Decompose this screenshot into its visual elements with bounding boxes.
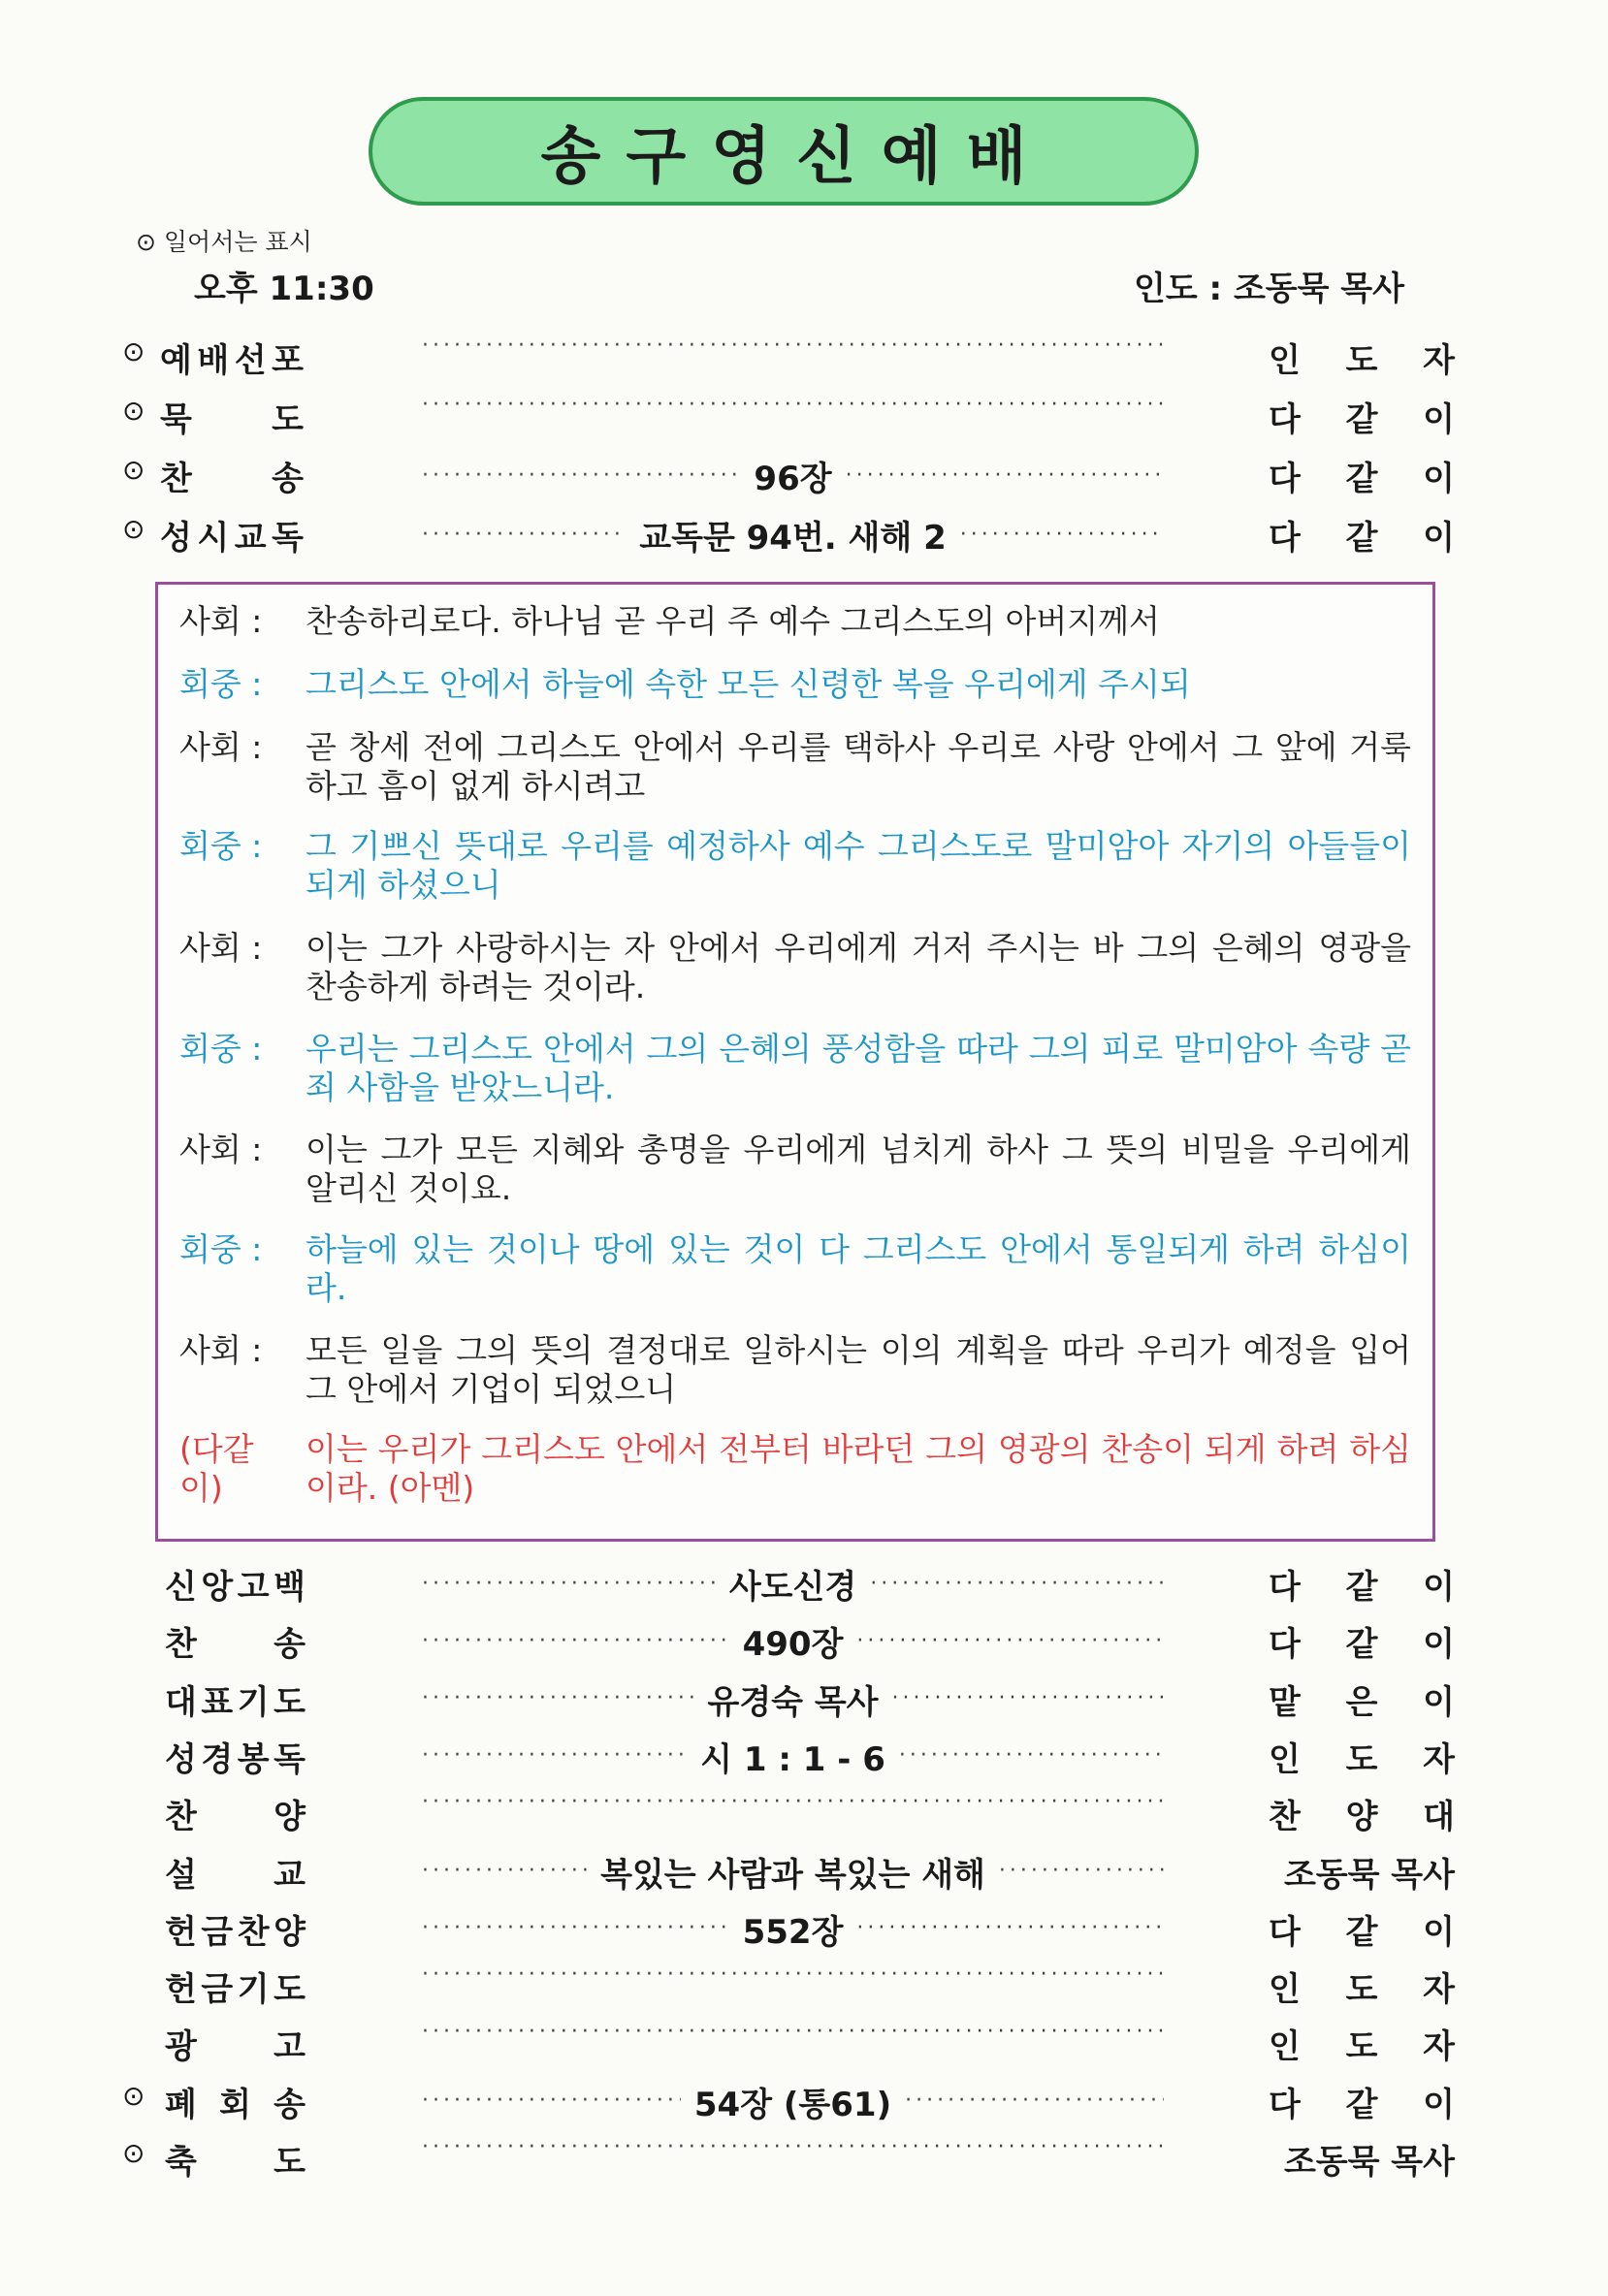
reading-speaker: 사회 : — [179, 728, 263, 766]
dot-leader-fill — [422, 523, 626, 548]
order-item-person — [1269, 1790, 1455, 1837]
reading-text: 그리스도 안에서 하늘에 속한 모든 신령한 복을 우리에게 주시되 — [306, 665, 1191, 703]
order-item-name-char: 신 — [165, 1568, 197, 1607]
dot-leader — [422, 1560, 1164, 1608]
dot-leader-fill — [422, 1686, 693, 1711]
dot-leader-fill — [899, 1743, 1164, 1769]
order-item-person-char: 이 — [1423, 400, 1455, 439]
dot-leader — [422, 1675, 1164, 1723]
standing-mark-icon: ⊙ — [122, 2079, 145, 2112]
order-item-person — [1269, 1733, 1455, 1780]
dot-leader-fill — [422, 334, 1164, 359]
standing-mark-icon: ⊙ — [122, 395, 145, 427]
order-item — [0, 1901, 1608, 1950]
order-item-person — [1269, 334, 1455, 381]
order-item-person-char: 인 — [1269, 2027, 1301, 2067]
dot-leader-fill — [422, 2089, 681, 2114]
order-item-person-char: 이 — [1423, 1912, 1455, 1952]
order-item-name-char: 기 — [237, 1682, 270, 1722]
reading-line — [179, 1030, 1411, 1107]
order-item-person-char: 대 — [1423, 1798, 1455, 1837]
order-item — [0, 2016, 1608, 2067]
order-item-name-char: 고 — [237, 1568, 270, 1607]
order-item — [0, 2074, 1608, 2122]
order-item-name — [160, 393, 304, 440]
order-item-person-char: 같 — [1345, 519, 1378, 558]
order-item-name-char: 기 — [237, 1970, 270, 2010]
order-item — [0, 1556, 1608, 1605]
order-item — [0, 2131, 1608, 2180]
order-item-name-char: 대 — [165, 1682, 197, 1722]
order-item-person — [1269, 1962, 1455, 2010]
reading-speaker: (다같이) — [179, 1430, 254, 1507]
reading-line — [179, 665, 1411, 704]
reading-text: 우리는 그리스도 안에서 그의 은혜의 풍성함을 따라 그의 피로 말미암아 속량 곧 죄 사함을 받았느니라. — [306, 1030, 1411, 1106]
order-item-person: 조동묵 목사 — [1283, 1855, 1455, 1895]
standing-mark-icon: ⊙ — [122, 513, 145, 545]
order-item — [0, 1613, 1608, 1665]
reading-line — [179, 1430, 1411, 1508]
order-item-person-char: 같 — [1345, 2085, 1378, 2124]
order-item-content: 유경숙 목사 — [707, 1682, 879, 1722]
standing-mark-icon: ⊙ — [122, 335, 145, 367]
order-item-name-char: 폐 — [165, 2085, 197, 2124]
order-item-person-char: 자 — [1423, 341, 1455, 380]
order-item-person-char: 양 — [1345, 1798, 1378, 1837]
dot-leader-fill — [999, 1859, 1164, 1884]
order-item-person-char: 인 — [1269, 1970, 1301, 2010]
dot-leader-fill — [856, 1629, 1164, 1654]
dot-leader — [422, 1905, 1164, 1953]
standing-mark-icon: ⊙ — [122, 2137, 145, 2169]
dot-leader-fill — [422, 393, 1164, 418]
reading-line — [179, 827, 1411, 905]
order-item-name — [165, 1848, 306, 1896]
order-item-name-char: 경 — [201, 1739, 234, 1779]
order-item-name — [165, 2020, 306, 2067]
order-item-name-char: 묵 — [160, 400, 192, 439]
order-item-name-char: 백 — [273, 1568, 306, 1607]
order-item-content: 사도신경 — [728, 1568, 857, 1607]
standing-legend: ⊙ 일어서는 표시 — [136, 228, 312, 256]
order-item-person-char: 자 — [1423, 1739, 1455, 1779]
order-item-person — [1269, 393, 1455, 440]
dot-leader — [422, 2078, 1164, 2125]
reading-speaker: 사회 : — [179, 929, 263, 967]
dot-leader-fill — [960, 523, 1164, 548]
order-item-person — [1269, 1560, 1455, 1608]
order-item-name-char: 앙 — [201, 1568, 234, 1607]
order-item-person-char: 같 — [1345, 1625, 1378, 1665]
order-item-name-char: 설 — [165, 1855, 197, 1895]
order-item-name — [165, 1560, 306, 1608]
order-item-person — [1269, 1617, 1455, 1665]
order-item-content: 시 1 : 1 - 6 — [700, 1739, 885, 1779]
order-item-name-char: 독 — [272, 519, 304, 558]
order-item-name — [165, 1962, 306, 2010]
dot-leader — [422, 393, 1164, 418]
reading-text: 이는 그가 사랑하시는 자 안에서 우리에게 거저 주시는 바 그의 은혜의 영광을 찬송하게 하려는 것이라. — [306, 929, 1411, 1005]
reading-speaker: 회중 : — [179, 827, 263, 865]
order-item-name — [165, 1617, 306, 1665]
dot-leader-fill — [422, 2020, 1164, 2045]
order-item-name — [165, 1790, 306, 1837]
dot-leader-fill — [422, 1743, 687, 1769]
order-item-name-char: 성 — [160, 519, 192, 558]
order-item-person-char: 이 — [1423, 2085, 1455, 2124]
responsive-reading-box — [155, 582, 1435, 1542]
reading-line — [179, 1331, 1411, 1409]
order-item-person — [1269, 1905, 1455, 1953]
reading-line — [179, 1230, 1411, 1308]
order-item-name — [160, 511, 304, 558]
order-item — [0, 1729, 1608, 1777]
order-item-name-char: 고 — [273, 2027, 306, 2067]
order-item-person-char: 이 — [1423, 1625, 1455, 1665]
order-item-name — [165, 2078, 306, 2125]
reading-speaker: 회중 : — [179, 1030, 263, 1068]
order-item-person: 조동묵 목사 — [1283, 2143, 1455, 2182]
order-item-content: 54장 (통61) — [693, 2085, 892, 2124]
dot-leader-fill — [422, 1916, 729, 1941]
order-item-name-char: 헌 — [165, 1912, 197, 1952]
service-time: 오후 11:30 — [194, 270, 374, 308]
order-item-name-char: 배 — [197, 341, 230, 380]
order-item-name — [165, 1905, 306, 1953]
dot-leader-fill — [422, 1572, 716, 1597]
order-item-name-char: 도 — [273, 1970, 306, 2010]
dot-leader — [422, 334, 1164, 359]
dot-leader-fill — [422, 1629, 729, 1654]
order-item-name-char: 찬 — [165, 1798, 197, 1837]
dot-leader — [422, 1790, 1164, 1815]
dot-leader — [422, 2020, 1164, 2045]
order-item-person-char: 같 — [1345, 1912, 1378, 1952]
order-item-content: 교독문 94번. 새해 2 — [639, 519, 947, 558]
order-item-person-char: 같 — [1345, 460, 1378, 498]
order-item-name-char: 금 — [201, 1970, 234, 2010]
dot-leader — [422, 1733, 1164, 1780]
order-item-person — [1269, 511, 1455, 558]
order-item-name-char: 교 — [234, 519, 267, 558]
dot-leader — [422, 511, 1164, 558]
order-item-name-char: 예 — [160, 341, 192, 380]
order-item-person-char: 같 — [1345, 1568, 1378, 1607]
order-item-name-char: 교 — [273, 1855, 306, 1895]
order-item-person-char: 인 — [1269, 1739, 1301, 1779]
order-item-person-char: 다 — [1269, 400, 1301, 439]
standing-mark-icon: ⊙ — [122, 454, 145, 486]
order-item-person-char: 다 — [1269, 2085, 1301, 2124]
dot-leader-fill — [846, 463, 1164, 489]
order-item-name-char: 찬 — [165, 1625, 197, 1665]
order-item-content: 552장 — [742, 1912, 844, 1952]
order-item-name-char: 성 — [165, 1739, 197, 1779]
order-item-name-char: 선 — [234, 341, 267, 380]
order-item — [0, 330, 1608, 378]
order-item — [0, 507, 1608, 556]
order-item-person-char: 찬 — [1269, 1798, 1301, 1837]
dot-leader-fill — [422, 2135, 1164, 2160]
order-item-person-char: 다 — [1269, 1568, 1301, 1607]
order-item-name-char: 송 — [273, 1625, 306, 1665]
order-item-name-char: 광 — [165, 2027, 197, 2067]
order-item-person — [1269, 2020, 1455, 2067]
order-item-person-char: 자 — [1423, 1970, 1455, 2010]
order-item-content: 96장 — [754, 460, 832, 498]
reading-line — [179, 929, 1411, 1006]
order-item-name-char: 헌 — [165, 1970, 197, 2010]
order-item — [0, 1786, 1608, 1837]
dot-leader-fill — [892, 1686, 1164, 1711]
reading-speaker: 사회 : — [179, 1131, 263, 1168]
order-item-person-char: 다 — [1269, 519, 1301, 558]
reading-line — [179, 602, 1411, 641]
order-item — [0, 389, 1608, 437]
order-item-person-char: 이 — [1423, 1568, 1455, 1607]
order-item-person-char: 다 — [1269, 460, 1301, 498]
dot-leader-fill — [856, 1916, 1164, 1941]
order-item-content: 복있는 사람과 복있는 새해 — [600, 1855, 985, 1895]
order-item-person-char: 도 — [1345, 341, 1378, 380]
order-item-person-char: 다 — [1269, 1625, 1301, 1665]
order-item-name-char: 도 — [273, 1682, 306, 1722]
order-item-person-char: 도 — [1345, 2027, 1378, 2067]
order-item-name-char: 봉 — [237, 1739, 270, 1779]
title-banner — [369, 97, 1199, 206]
reading-speaker: 회중 : — [179, 665, 263, 703]
order-item-name-char: 금 — [201, 1912, 234, 1952]
order-item-name-char: 송 — [272, 460, 304, 498]
order-item-name-char: 시 — [197, 519, 230, 558]
order-item-name-char: 찬 — [237, 1912, 270, 1952]
order-item-name-char: 표 — [201, 1682, 234, 1722]
dot-leader-fill — [422, 1962, 1164, 1988]
reading-text: 이는 우리가 그리스도 안에서 전부터 바라던 그의 영광의 찬송이 되게 하려 하심이라. (아멘) — [306, 1430, 1411, 1507]
order-item-content: 490장 — [742, 1625, 844, 1665]
dot-leader — [422, 452, 1164, 499]
dot-leader-fill — [422, 463, 740, 489]
order-item-person — [1269, 1675, 1455, 1723]
order-item — [0, 1959, 1608, 2010]
order-item-person — [1269, 452, 1455, 499]
order-item-person-char: 도 — [1345, 1739, 1378, 1779]
reading-text: 찬송하리로다. 하나님 곧 우리 주 예수 그리스도의 아버지께서 — [306, 602, 1160, 640]
order-item-name-char: 찬 — [160, 460, 192, 498]
order-item-name — [160, 334, 304, 381]
order-item-name-char: 양 — [273, 1798, 306, 1837]
order-item-name-char: 회 — [219, 2085, 251, 2124]
reading-text: 곧 창세 전에 그리스도 안에서 우리를 택하사 우리로 사랑 안에서 그 앞에 거룩하고 흠이 없게 하시려고 — [306, 728, 1411, 805]
dot-leader-fill — [422, 1790, 1164, 1815]
service-leader: 인도 : 조동묵 목사 — [1133, 270, 1404, 308]
order-item-person-char: 은 — [1345, 1682, 1378, 1722]
order-item-name-char: 독 — [273, 1739, 306, 1779]
order-item — [0, 1672, 1608, 1720]
order-item-name-char: 송 — [273, 2085, 306, 2124]
order-item — [0, 448, 1608, 496]
order-item-name — [165, 1675, 306, 1723]
reading-text: 그 기쁘신 뜻대로 우리를 예정하사 예수 그리스도로 말미암아 자기의 아들들이 되게 하셨으니 — [306, 827, 1411, 904]
order-item-person — [1269, 2078, 1455, 2125]
reading-speaker: 사회 : — [179, 1331, 263, 1369]
reading-line — [179, 1131, 1411, 1208]
reading-text: 하늘에 있는 것이나 땅에 있는 것이 다 그리스도 안에서 통일되게 하려 하심이라. — [306, 1230, 1411, 1307]
order-item-name-char: 포 — [272, 341, 304, 380]
order-item-person-char: 이 — [1423, 460, 1455, 498]
dot-leader — [422, 1848, 1164, 1896]
order-item-name-char: 축 — [165, 2143, 197, 2182]
page-title: 송구영신예배 — [540, 121, 1052, 193]
order-item-name-char: 도 — [272, 400, 304, 439]
reading-speaker: 사회 : — [179, 602, 263, 640]
order-item-person-char: 다 — [1269, 1912, 1301, 1952]
reading-speaker: 회중 : — [179, 1230, 263, 1268]
order-item-name-char: 양 — [273, 1912, 306, 1952]
order-item-name — [160, 452, 304, 499]
order-item-person-char: 자 — [1423, 2027, 1455, 2067]
dot-leader-fill — [870, 1572, 1164, 1597]
order-item-name — [165, 1733, 306, 1780]
order-item-person-char: 도 — [1345, 1970, 1378, 2010]
order-item-person-char: 맡 — [1269, 1682, 1301, 1722]
dot-leader-fill — [422, 1859, 587, 1884]
order-item-name-char: 도 — [273, 2143, 306, 2182]
dot-leader — [422, 2135, 1164, 2160]
dot-leader — [422, 1962, 1164, 1988]
order-item-person-char: 인 — [1269, 341, 1301, 380]
reading-line — [179, 728, 1411, 806]
reading-text: 이는 그가 모든 지혜와 총명을 우리에게 넘치게 하사 그 뜻의 비밀을 우리에게 알리신 것이요. — [306, 1131, 1411, 1207]
order-item-person-char: 이 — [1423, 1682, 1455, 1722]
order-item-person-char: 이 — [1423, 519, 1455, 558]
dot-leader-fill — [905, 2089, 1164, 2114]
order-item — [0, 1844, 1608, 1893]
dot-leader — [422, 1617, 1164, 1665]
order-item-name — [165, 2135, 306, 2183]
order-item-person-char: 같 — [1345, 400, 1378, 439]
reading-text: 모든 일을 그의 뜻의 결정대로 일하시는 이의 계획을 따라 우리가 예정을 입어 그 안에서 기업이 되었으니 — [306, 1331, 1411, 1408]
